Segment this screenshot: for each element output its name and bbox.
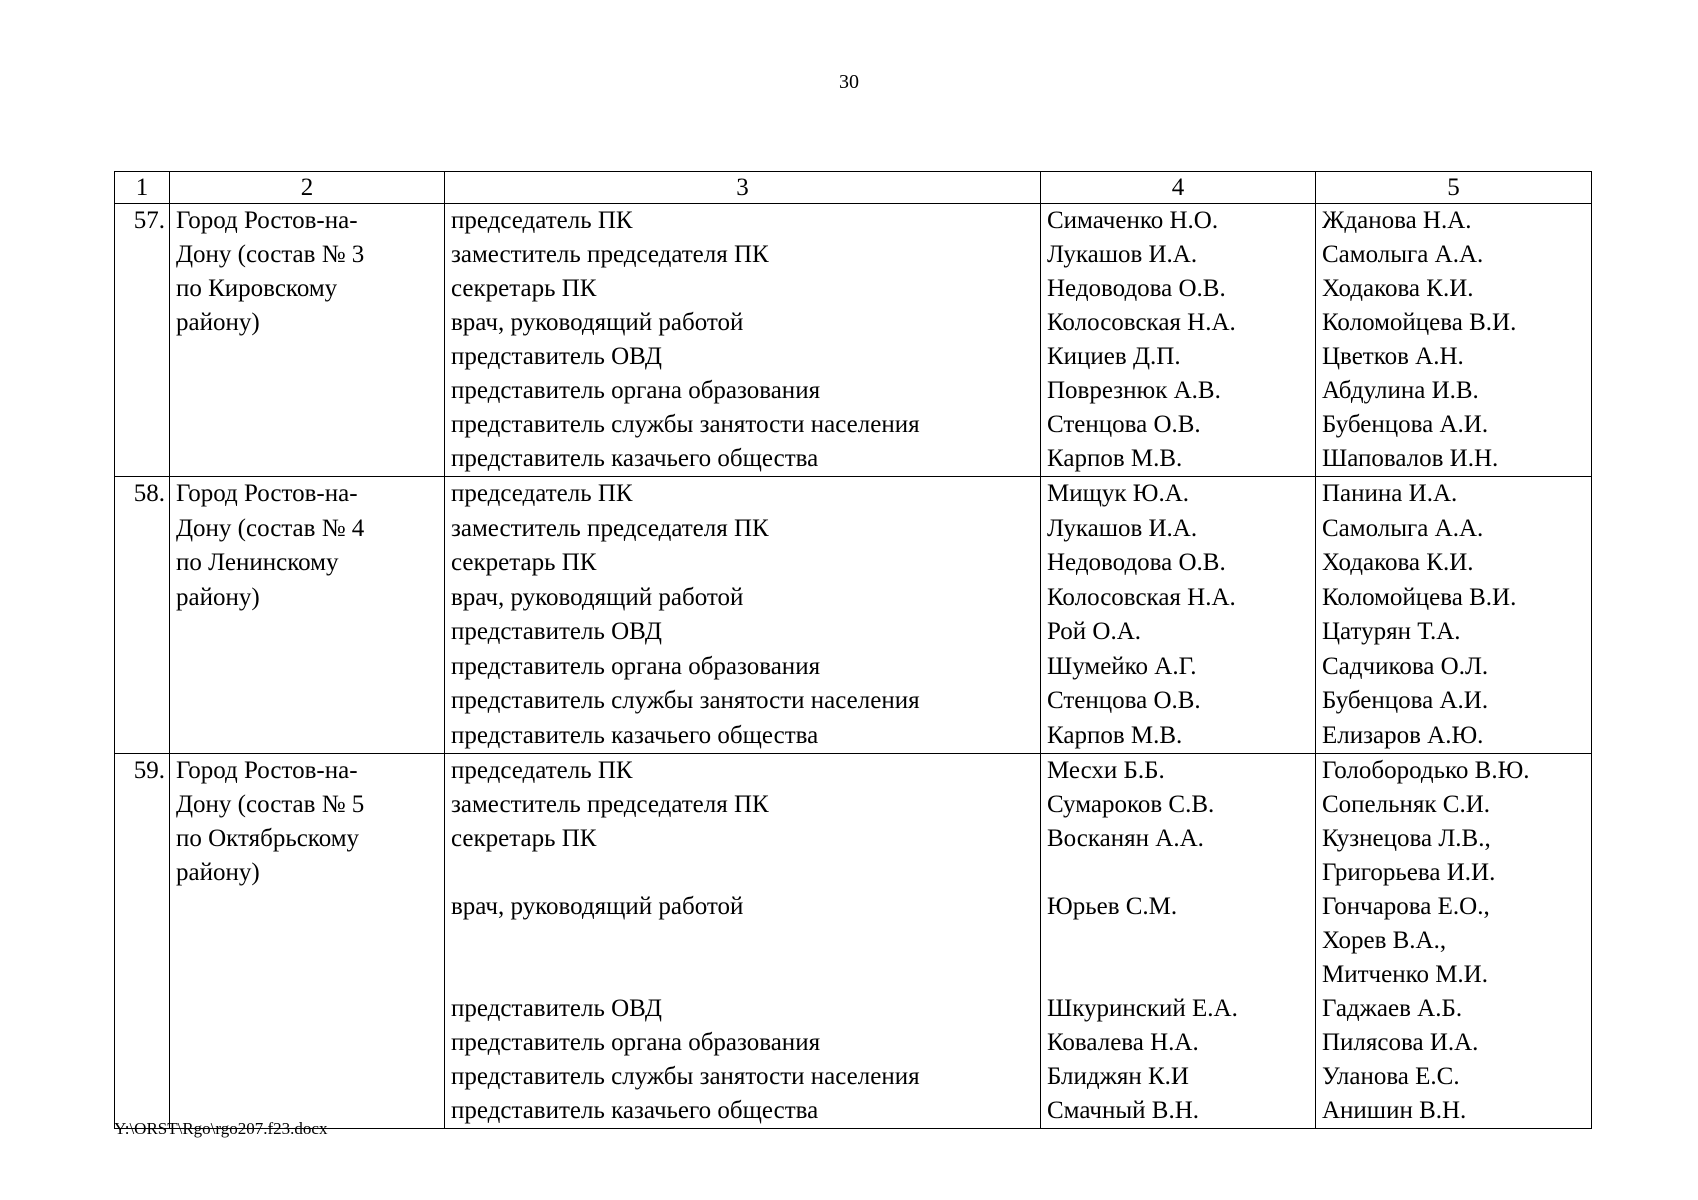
table-body	[115, 204, 1592, 1129]
reserve-name: Коломойцева В.И.	[1322, 309, 1517, 336]
territory-cell	[170, 204, 445, 477]
header-col-5: 5	[1316, 172, 1592, 204]
member-name: Блиджян К.И	[1047, 1063, 1189, 1090]
member-name: Рой О.А.	[1047, 618, 1142, 645]
role-line: представитель казачьего общества	[451, 1097, 819, 1124]
role-line	[451, 958, 1034, 992]
member-cell	[1041, 477, 1316, 754]
role-line: представитель ОВД	[451, 618, 662, 645]
territory-line: Дону (состав № 3	[176, 241, 365, 268]
territory-line: Город Ростов-на-	[176, 207, 358, 234]
role-line: председатель ПК	[451, 207, 633, 234]
table-row	[115, 754, 1592, 1129]
reserve-name: Григорьева И.И.	[1322, 859, 1496, 886]
reserve-name: Бубенцова А.И.	[1322, 411, 1489, 438]
commission-table	[114, 171, 1592, 1129]
territory-line: району)	[176, 309, 260, 336]
reserve-name: Хорев В.А.,	[1322, 927, 1447, 954]
member-cell	[1041, 204, 1316, 477]
role-line: председатель ПК	[451, 757, 633, 784]
role-cell	[445, 754, 1041, 1129]
role-line: секретарь ПК	[451, 825, 597, 852]
member-name: Карпов М.В.	[1047, 721, 1183, 749]
row-number-cell	[115, 754, 170, 1129]
role-line: врач, руководящий работой	[451, 309, 744, 336]
reserve-cell	[1316, 477, 1592, 754]
role-line: представитель казачьего общества	[451, 445, 819, 472]
header-row	[115, 172, 1592, 204]
reserve-name: Гаджаев А.Б.	[1322, 995, 1463, 1022]
reserve-name: Елизаров А.Ю.	[1322, 721, 1484, 749]
role-line	[451, 924, 1034, 958]
member-name: Карпов М.В.	[1047, 445, 1183, 472]
territory-cell	[170, 477, 445, 754]
row-number-cell	[115, 477, 170, 754]
role-line: представитель органа образования	[451, 652, 821, 680]
member-name: Колосовская Н.А.	[1047, 309, 1236, 336]
reserve-name: Ходакова К.И.	[1322, 549, 1474, 576]
member-name: Симаченко Н.О.	[1047, 207, 1219, 234]
member-name: Стенцова О.В.	[1047, 687, 1201, 714]
reserve-name: Ходакова К.И.	[1322, 275, 1474, 302]
member-cell	[1041, 754, 1316, 1129]
reserve-name: Митченко М.И.	[1322, 961, 1488, 988]
member-name: Мищук Ю.А.	[1047, 480, 1190, 507]
member-name: Смачный В.Н.	[1047, 1097, 1200, 1124]
reserve-name: Самолыга А.А.	[1322, 514, 1484, 542]
role-line: секретарь ПК	[451, 275, 597, 302]
header-col-2: 2	[170, 172, 445, 204]
territory-line: по Кировскому	[176, 275, 338, 302]
role-line: заместитель председателя ПК	[451, 514, 769, 542]
territory-line: району)	[176, 583, 260, 611]
reserve-name: Анишин В.Н.	[1322, 1097, 1467, 1124]
reserve-name: Жданова Н.А.	[1322, 207, 1472, 234]
territory-line: Дону (состав № 5	[176, 791, 365, 818]
reserve-name: Садчикова О.Л.	[1322, 652, 1489, 680]
reserve-name: Кузнецова Л.В.,	[1322, 825, 1491, 852]
member-name: Недоводова О.В.	[1047, 549, 1226, 576]
role-line: представитель службы занятости населения	[451, 1063, 920, 1090]
role-line: представитель казачьего общества	[451, 721, 819, 749]
reserve-name: Цветков А.Н.	[1322, 343, 1464, 370]
role-cell	[445, 204, 1041, 477]
role-line: представитель ОВД	[451, 343, 662, 370]
row-number-cell	[115, 204, 170, 477]
role-line: секретарь ПК	[451, 549, 597, 576]
member-name: Шумейко А.Г.	[1047, 652, 1197, 680]
file-path-footer: Y:\ORST\Rgo\rgo207.f23.docx	[114, 1119, 328, 1138]
role-line: представитель органа образования	[451, 377, 821, 404]
reserve-name: Бубенцова А.И.	[1322, 687, 1489, 714]
role-line: врач, руководящий работой	[451, 583, 744, 611]
member-name: Лукашов И.А.	[1047, 241, 1198, 268]
member-name: Месхи Б.Б.	[1047, 757, 1165, 784]
reserve-cell	[1316, 204, 1592, 477]
role-line: представитель органа образования	[451, 1029, 821, 1056]
member-name	[1047, 856, 1309, 890]
member-name: Шкуринский Е.А.	[1047, 995, 1238, 1022]
member-name: Ковалева Н.А.	[1047, 1029, 1199, 1056]
row-number: 57.	[133, 207, 165, 234]
reserve-name: Коломойцева В.И.	[1322, 583, 1517, 611]
role-line	[451, 856, 1034, 890]
territory-line: Город Ростов-на-	[176, 757, 358, 784]
header-col-3: 3	[445, 172, 1041, 204]
member-name: Колосовская Н.А.	[1047, 583, 1236, 611]
role-line: врач, руководящий работой	[451, 893, 744, 920]
reserve-name: Шаповалов И.Н.	[1322, 445, 1499, 472]
header-col-4: 4	[1041, 172, 1316, 204]
table-row	[115, 204, 1592, 477]
table-row	[115, 477, 1592, 754]
member-name: Стенцова О.В.	[1047, 411, 1201, 438]
member-name: Кициев Д.П.	[1047, 343, 1181, 370]
territory-line: району)	[176, 859, 260, 886]
role-line: председатель ПК	[451, 480, 633, 507]
member-name: Лукашов И.А.	[1047, 514, 1198, 542]
reserve-name: Голобородько В.Ю.	[1322, 757, 1530, 784]
territory-line: Город Ростов-на-	[176, 480, 358, 507]
role-line: заместитель председателя ПК	[451, 791, 769, 818]
header-col-1: 1	[115, 172, 170, 204]
reserve-name: Абдулина И.В.	[1322, 377, 1479, 404]
reserve-name: Самолыга А.А.	[1322, 241, 1484, 268]
role-cell	[445, 477, 1041, 754]
role-line: представитель службы занятости населения	[451, 411, 920, 438]
member-name: Недоводова О.В.	[1047, 275, 1226, 302]
reserve-name: Уланова Е.С.	[1322, 1063, 1460, 1090]
member-name: Сумароков С.В.	[1047, 791, 1215, 818]
role-line: представитель службы занятости населения	[451, 687, 920, 714]
territory-line: по Ленинскому	[176, 549, 339, 576]
member-name: Восканян А.А.	[1047, 825, 1204, 852]
member-name: Юрьев С.М.	[1047, 893, 1178, 920]
member-name	[1047, 958, 1309, 992]
row-number: 58.	[133, 480, 165, 507]
member-name: Поврезнюк А.В.	[1047, 377, 1221, 404]
role-line: заместитель председателя ПК	[451, 241, 769, 268]
row-number: 59.	[133, 757, 165, 784]
reserve-name: Гончарова Е.О.,	[1322, 893, 1490, 920]
reserve-name: Панина И.А.	[1322, 480, 1458, 507]
territory-line: Дону (состав № 4	[176, 514, 365, 542]
reserve-name: Сопельняк С.И.	[1322, 791, 1491, 818]
reserve-name: Пилясова И.А.	[1322, 1029, 1479, 1056]
role-line: представитель ОВД	[451, 995, 662, 1022]
member-name	[1047, 924, 1309, 958]
page-number: 30	[839, 71, 859, 93]
territory-line: по Октябрьскому	[176, 825, 360, 852]
reserve-name: Цатурян Т.А.	[1322, 618, 1461, 645]
reserve-cell	[1316, 754, 1592, 1129]
territory-cell	[170, 754, 445, 1129]
